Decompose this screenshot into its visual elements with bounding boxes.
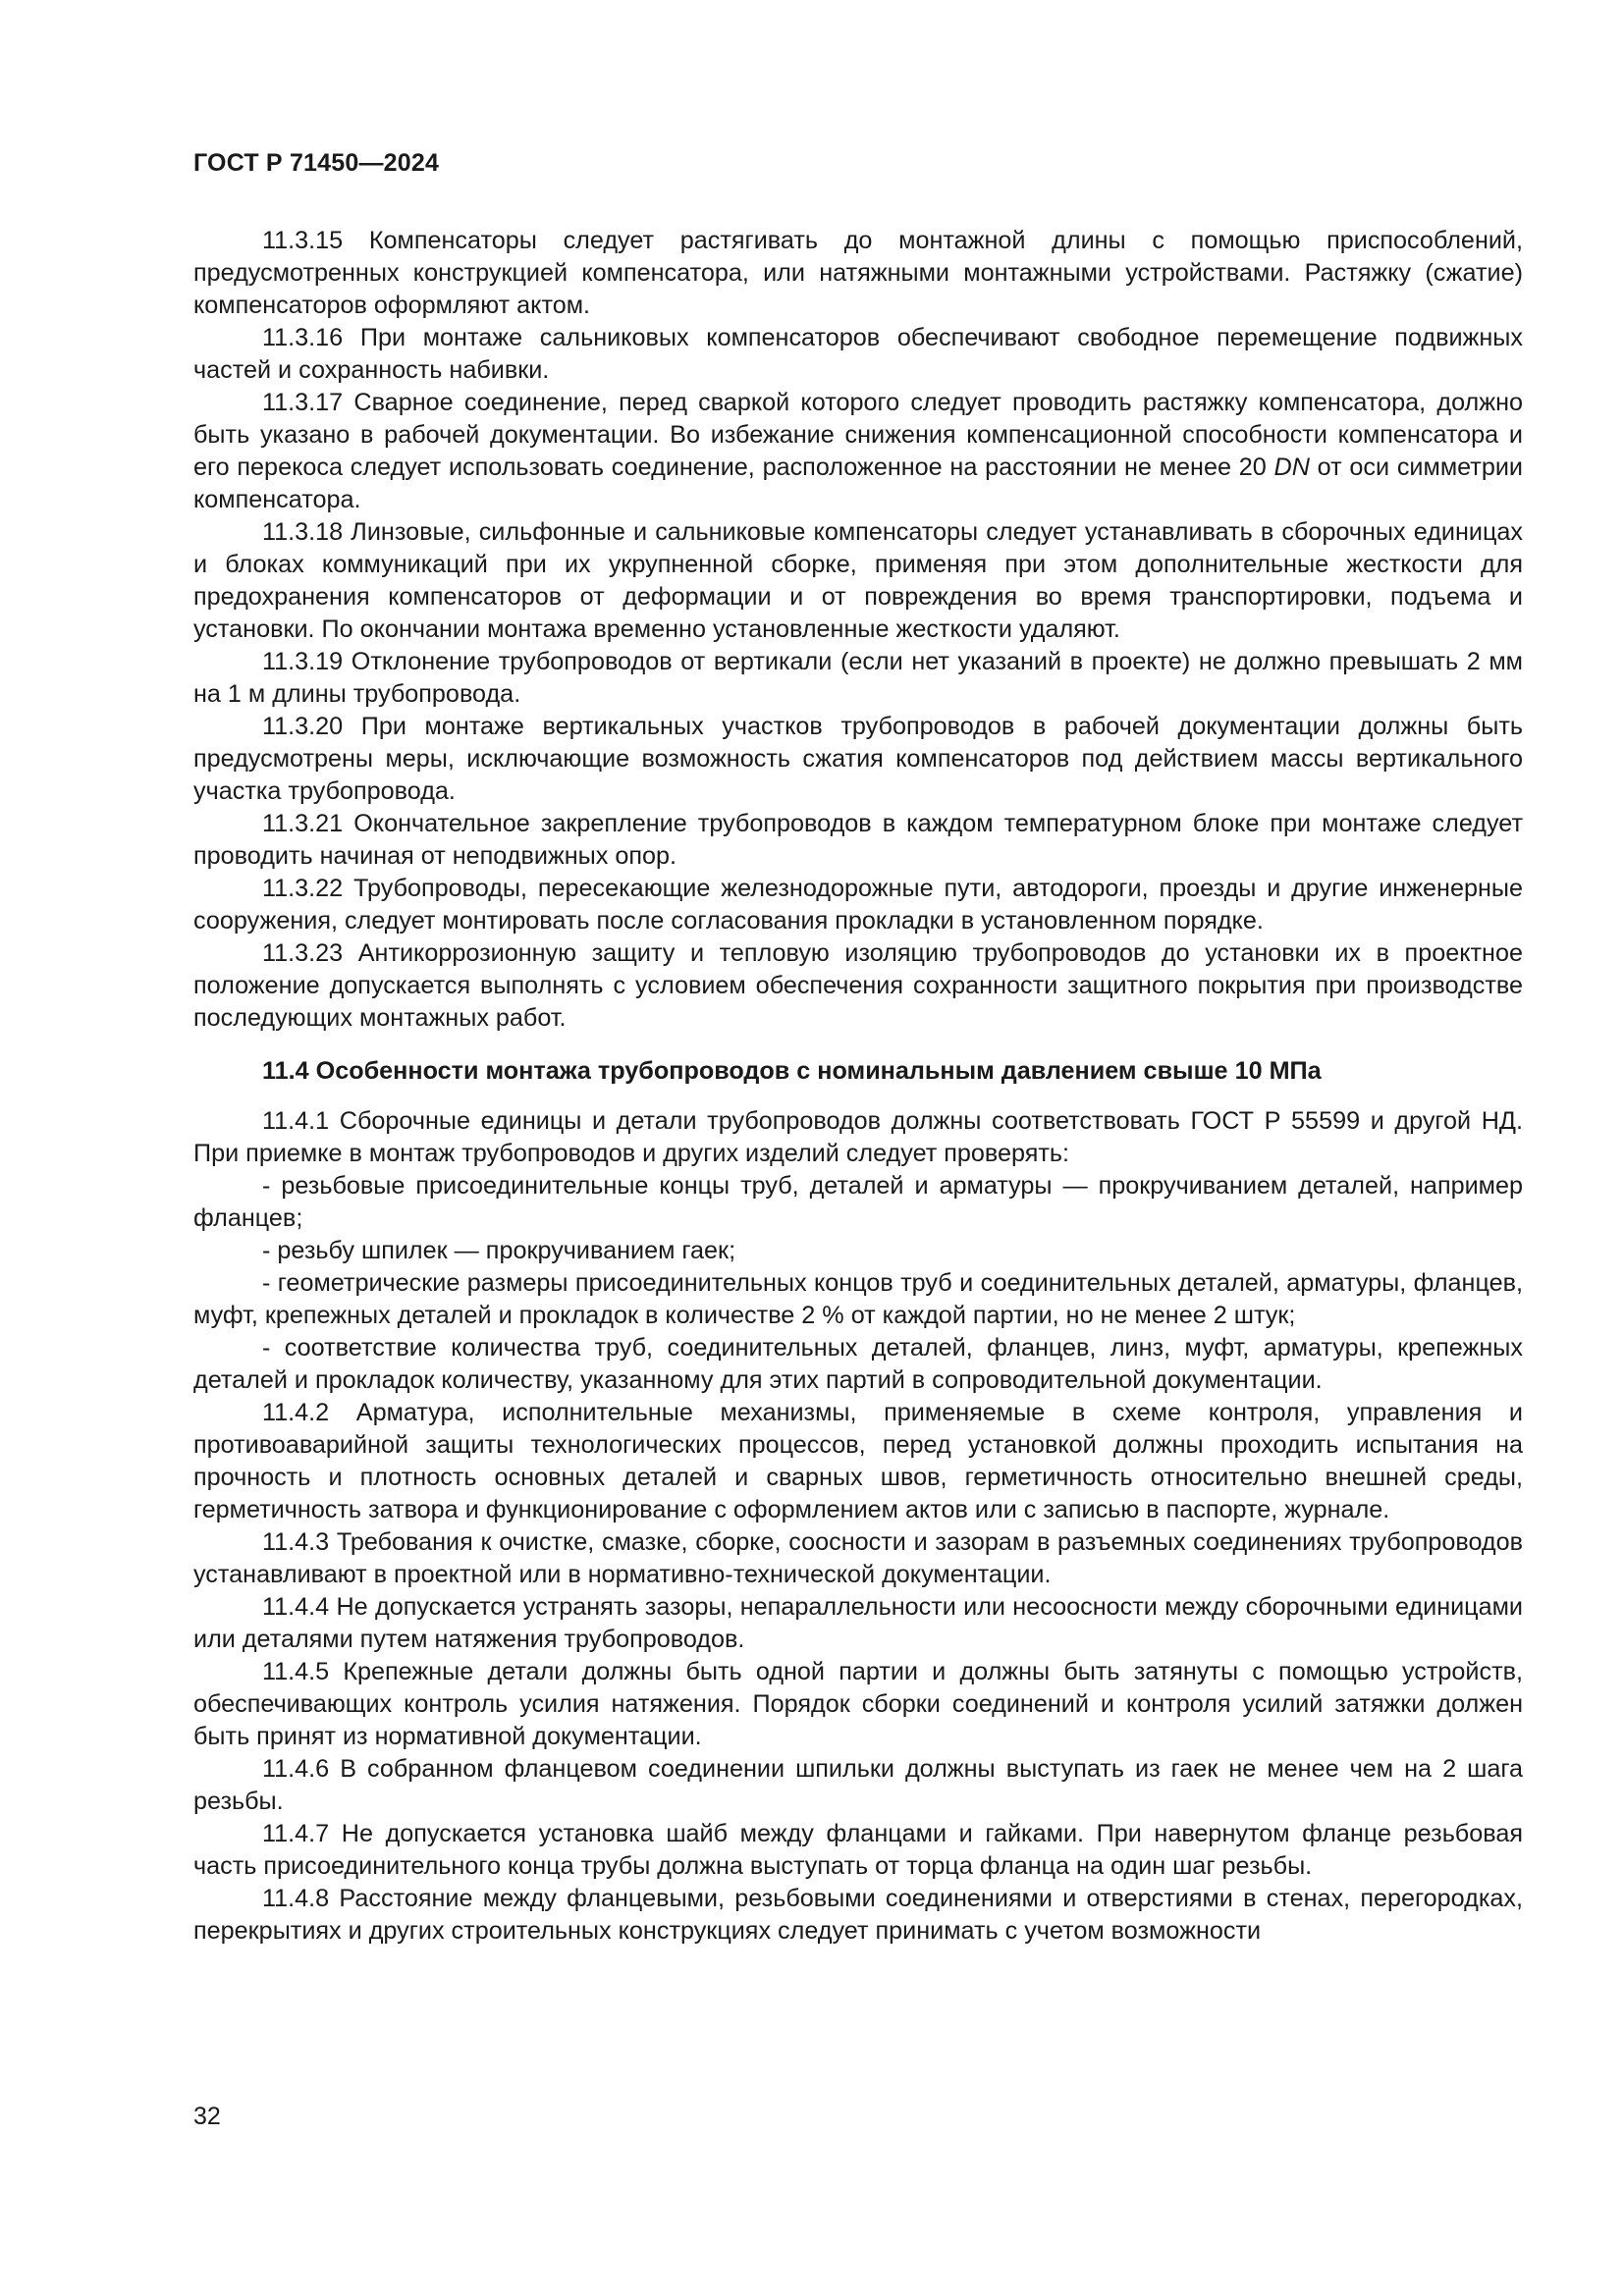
list-item-geometric-dimensions: - геометрические размеры присоединительных концов труб и соединительных деталей, арматуры, фланцев, муфт, крепежных деталей и прокладок в количестве 2 % от каждой партии, но не менее 2 штук; — [193, 1269, 1523, 1329]
list-item-stud-threads: - резьбу шпилек — прокручиванием гаек; — [262, 1237, 736, 1264]
paragraph-11-4-7: 11.4.7 Не допускается установка шайб между фланцами и гайками. При навернутом фланце резьбовая часть присоединительного конца трубы должна выступать от торца фланца на один шаг резьбы. — [193, 1820, 1523, 1880]
section-heading-11-4: 11.4 Особенности монтажа трубопроводов с номинальным давлением свыше 10 МПа — [262, 1057, 1322, 1085]
paragraph-11-3-20: 11.3.20 При монтаже вертикальных участков трубопроводов в рабочей документации должны быть предусмотрены меры, исключающие возможность сжатия компенсаторов под действием массы вертикального участка трубопровода. — [193, 713, 1523, 805]
paragraph-11-3-22: 11.3.22 Трубопроводы, пересекающие железнодорожные пути, автодороги, проезды и другие инженерные сооружения, следует монтировать после согласования прокладки в установленном порядке. — [193, 875, 1523, 934]
list-item-threaded-ends: - резьбовые присоединительные концы труб, деталей и арматуры — прокручиванием деталей, например фланцев; — [193, 1172, 1523, 1232]
paragraph-11-3-17 — [193, 387, 1523, 516]
paragraph-11-3-15: 11.3.15 Компенсаторы следует растягивать до монтажной длины с помощью приспособлений, предусмотренных конструкцией компенсатора, или натяжными монтажными устройствами. Растяжку (сжатие) компенсаторов оформляют актом. — [193, 227, 1523, 319]
paragraph-11-4-6: 11.4.6 В собранном фланцевом соединении шпильки должны выступать из гаек не менее чем на 2 шага резьбы. — [193, 1755, 1523, 1815]
paragraph-11-4-8: 11.4.8 Расстояние между фланцевыми, резьбовыми соединениями и отверстиями в стенах, перегородках, перекрытиях и других строительных конструкциях следует принимать с учетом возможности — [193, 1885, 1523, 1945]
paragraph-11-4-4: 11.4.4 Не допускается устранять зазоры, непараллельности или несоосности между сборочными единицами или деталями путем натяжения трубопроводов. — [193, 1593, 1523, 1653]
paragraph-11-3-17-text-end: от оси симметрии компенсатора. — [193, 454, 1523, 513]
paragraph-11-3-21: 11.3.21 Окончательное закрепление трубопроводов в каждом температурном блоке при монтаже следует проводить начиная от неподвижных опор. — [193, 810, 1523, 870]
paragraph-11-4-1: 11.4.1 Сборочные единицы и детали трубопроводов должны соответствовать ГОСТ Р 55599 и другой НД. При приемке в монтаж трубопроводов и других изделий следует проверять: — [193, 1107, 1523, 1167]
dn-symbol: DN — [1273, 454, 1310, 481]
paragraph-11-4-2: 11.4.2 Арматура, исполнительные механизмы, применяемые в схеме контроля, управления и противоаварийной защиты технологических процессов, перед установкой должны проходить испытания на прочность и плотность основных деталей и сварных швов, герметичность относительно внешней среды, герметичность затвора и функционирование с оформлением актов или с записью в паспорте, журнале. — [193, 1399, 1523, 1523]
paragraph-11-4-5: 11.4.5 Крепежные детали должны быть одной партии и должны быть затянуты с помощью устройств, обеспечивающих контроль усилия натяжения. Порядок сборки соединений и контроля усилий затяжки должен быть принят из нормативной документации. — [193, 1658, 1523, 1750]
paragraph-11-3-18: 11.3.18 Линзовые, сильфонные и сальниковые компенсаторы следует устанавливать в сборочных единицах и блоках коммуникаций при их укрупненной сборке, применяя при этом дополнительные жесткости для предохранения компенсаторов от деформации и от повреждения во время транспортировки, подъема и установки. По окончании монтажа временно установленные жесткости удаляют. — [193, 518, 1523, 643]
document-body — [193, 225, 1523, 1948]
list-item-quantity-compliance: - соответствие количества труб, соединительных деталей, фланцев, линз, муфт, арматуры, крепежных деталей и прокладок количеству, указанному для этих партий в сопроводительной документации. — [193, 1334, 1523, 1394]
paragraph-11-3-23: 11.3.23 Антикоррозионную защиту и тепловую изоляцию трубопроводов до установки их в проектное положение допускается выполнять с условием обеспечения сохранности защитного покрытия при производстве последующих монтажных работ. — [193, 939, 1523, 1032]
paragraph-11-3-17-text-start: 11.3.17 Сварное соединение, перед сваркой которого следует проводить растяжку компенсатора, должно быть указано в рабочей документации. Во избежание снижения компенсационной способности компенсатора и его перекоса следует использовать соединение, расположенное на расстоянии не менее 20 — [193, 389, 1523, 481]
document-header: ГОСТ Р 71450—2024 — [193, 149, 440, 177]
paragraph-11-3-19: 11.3.19 Отклонение трубопроводов от вертикали (если нет указаний в проекте) не должно превышать 2 мм на 1 м длины трубопровода. — [193, 648, 1523, 708]
paragraph-11-4-3: 11.4.3 Требования к очистке, смазке, сборке, соосности и зазорам в разъемных соединениях трубопроводов устанавливают в проектной или в нормативно-технической документации. — [193, 1528, 1523, 1588]
paragraph-11-3-16: 11.3.16 При монтаже сальниковых компенсаторов обеспечивают свободное перемещение подвижных частей и сохранность набивки. — [193, 324, 1523, 384]
page-number: 32 — [193, 2103, 221, 2130]
